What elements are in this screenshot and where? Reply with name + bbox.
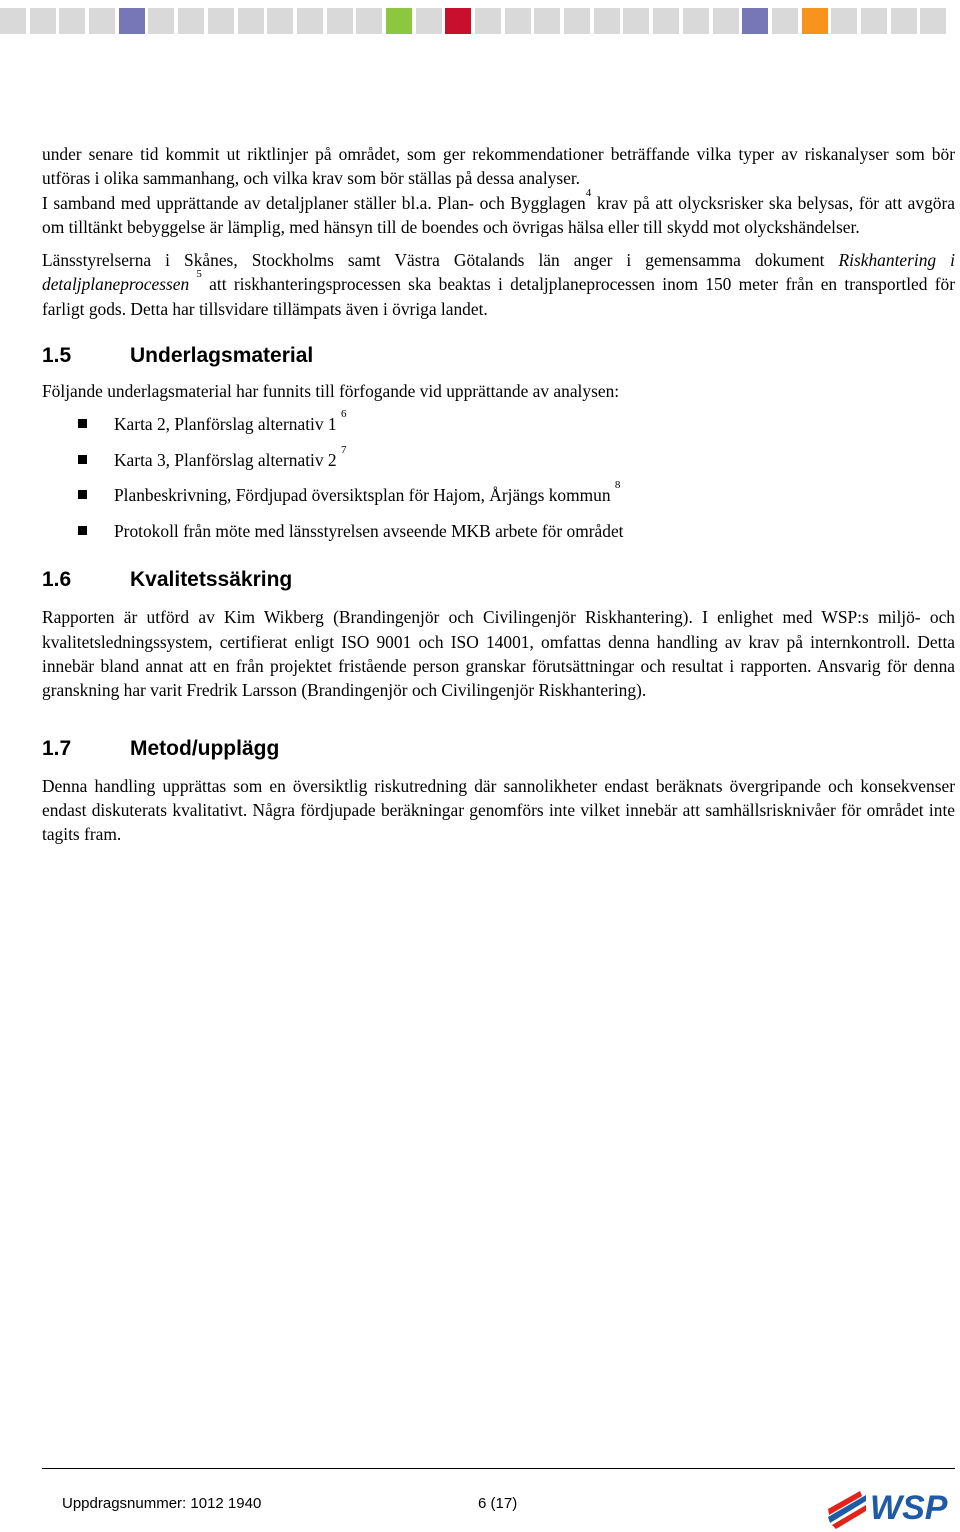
color-square <box>267 8 293 34</box>
list-item: Karta 2, Planförslag alternativ 1 $^6$ <box>42 412 955 448</box>
color-square <box>772 8 798 34</box>
bullet-square-icon <box>78 490 87 499</box>
intro-paragraph-1: under senare tid kommit ut riktlinjer på området, som ger rekommendationer beträffande vilka typer av riskanalyser som bör utföras i olika sammanhang, och vilka krav som bör ställas på dessa analyser. <box>42 144 955 189</box>
color-square <box>713 8 739 34</box>
color-square <box>831 8 857 34</box>
section-number: 1.7 <box>42 736 72 760</box>
intro-paragraph-2: I samband med upprättande av detaljplaner ställer bl.a. Plan- och Bygglagen$^4$ krav på att olycksrisker ska belysas, för att avgöra om tilltänkt bebyggelse är lämplig, med hänsyn till de boendes och övrigas hälsa eller till skydd mot olyckshändelser. <box>42 186 955 237</box>
section-title: Metod/upplägg <box>130 736 280 760</box>
assignment-number: Uppdragsnummer: 1012 1940 <box>62 1495 262 1512</box>
footnote-ref[interactable]: 8 <box>614 479 621 492</box>
list-item: Planbeskrivning, Fördjupad översiktsplan för Hajom, Årjängs kommun $^8$ <box>42 483 955 519</box>
section-1-6-body: Rapporten är utförd av Kim Wikberg (Brandingenjör och Civilingenjör Riskhantering). I enlighet med WSP:s miljö- och kvalitetsledningssystem, certifierat enligt ISO 9001 och ISO 14001, omfattas denna handling av krav på internkontroll. Detta innebär bland annat att en från projektet fristående person granskar förutsättningar och resultat i rapporten. Ansvarig för denna granskning har varit Fredrik Larsson (Brandingenjör och Civilingenjör Riskhantering). <box>42 607 955 701</box>
color-square <box>148 8 174 34</box>
wsp-logo <box>826 1483 956 1529</box>
color-square <box>653 8 679 34</box>
section-title: Kvalitetssäkring <box>130 568 293 592</box>
bullet-square-icon <box>78 526 87 535</box>
page-number: 6 (17) <box>478 1495 518 1512</box>
color-square <box>416 8 442 34</box>
logo-stripes-icon <box>828 1491 866 1529</box>
section-number: 1.5 <box>42 344 72 368</box>
section-1-5-lead: Följande underlagsmaterial har funnits till förfogande vid upprättande av analysen: <box>42 381 620 402</box>
footnote-ref[interactable]: 6 <box>340 408 347 421</box>
color-square <box>208 8 234 34</box>
color-square <box>445 8 471 34</box>
section-number: 1.6 <box>42 568 72 592</box>
color-square <box>356 8 382 34</box>
color-square <box>238 8 264 34</box>
color-square <box>89 8 115 34</box>
footnote-ref-5[interactable]: 5 <box>196 268 202 281</box>
header-color-bar <box>0 8 960 34</box>
color-square <box>564 8 590 34</box>
color-square <box>742 8 768 34</box>
color-square <box>475 8 501 34</box>
color-square <box>891 8 917 34</box>
section-title: Underlagsmaterial <box>130 344 314 368</box>
color-square <box>59 8 85 34</box>
list-item: Karta 3, Planförslag alternativ 2 $^7$ <box>42 448 955 484</box>
bullet-square-icon <box>78 455 87 464</box>
color-square <box>327 8 353 34</box>
section-heading-1-7 <box>42 736 955 762</box>
color-square <box>802 8 828 34</box>
footer-divider <box>42 1468 955 1469</box>
color-square <box>594 8 620 34</box>
footnote-ref[interactable]: 7 <box>340 443 347 456</box>
color-square <box>297 8 323 34</box>
color-square <box>386 8 412 34</box>
section-heading-1-5 <box>42 343 955 369</box>
color-square <box>0 8 26 34</box>
bullet-square-icon <box>78 419 87 428</box>
color-square <box>119 8 145 34</box>
list-item: Protokoll från möte med länsstyrelsen avseende MKB arbete för området <box>42 519 955 555</box>
color-square <box>683 8 709 34</box>
material-list <box>42 408 955 554</box>
section-heading-1-6 <box>42 567 955 593</box>
color-square <box>178 8 204 34</box>
color-square <box>534 8 560 34</box>
color-square <box>861 8 887 34</box>
wsp-logo-icon <box>826 1483 956 1529</box>
color-square <box>30 8 56 34</box>
document-body <box>42 142 955 846</box>
section-1-7-body: Denna handling upprättas som en översiktlig riskutredning där sannolikheter endast beräknats övergripande och konsekvenser endast diskuterats kvalitativt. Några fördjupade beräkningar genomförs inte vilket innebär att samhällsrisknivåer för området inte tagits fram. <box>42 775 955 845</box>
logo-text: WSP <box>870 1489 948 1527</box>
intro-paragraph-3: Länsstyrelserna i Skånes, Stockholms samt Västra Götalands län anger i gemensamma dokument Riskhantering i detaljplaneprocessen $^5$ att riskhanteringsprocessen ska beaktas i detaljplaneprocessen inom 150 meter från en transportled för farligt gods. Detta har tillsvidare tillämpats även i övriga landet. <box>42 250 955 319</box>
color-square <box>505 8 531 34</box>
footnote-ref-4[interactable]: 4 <box>585 186 592 199</box>
color-square <box>623 8 649 34</box>
color-square <box>920 8 946 34</box>
